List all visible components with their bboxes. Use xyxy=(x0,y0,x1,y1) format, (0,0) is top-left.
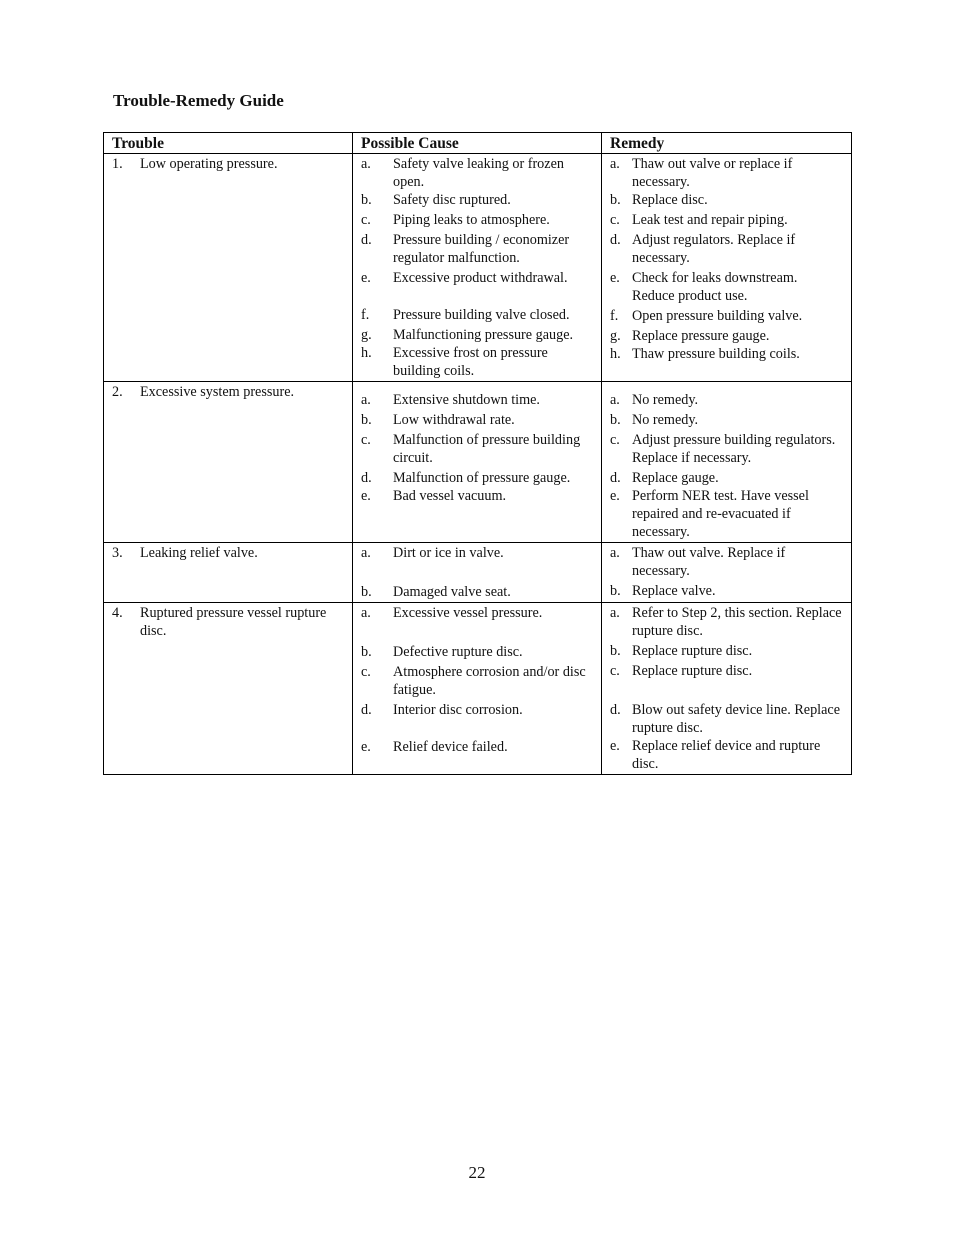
remedy-text: Replace rupture disc. xyxy=(632,663,753,679)
cause-text: Low withdrawal rate. xyxy=(393,412,515,428)
remedy-text: Replace relief device and rupture disc. xyxy=(632,738,821,772)
cause-label: d. xyxy=(361,702,372,718)
remedy-text: Replace disc. xyxy=(632,192,708,208)
remedy-label: a. xyxy=(610,605,620,621)
remedy-item xyxy=(610,487,843,541)
cause-label: e. xyxy=(361,488,371,504)
trouble-text: Ruptured pressure vessel rupture disc. xyxy=(140,605,327,639)
remedy-text: Blow out safety device line. Replace rupture disc. xyxy=(632,702,841,736)
cause-label: b. xyxy=(361,412,372,428)
remedy-item xyxy=(610,737,843,773)
cause-text: Safety valve leaking or frozen open. xyxy=(393,156,564,190)
remedy-item xyxy=(610,604,843,640)
cause-text: Malfunction of pressure gauge. xyxy=(393,470,571,486)
cause-label: a. xyxy=(361,605,371,621)
cause-item xyxy=(361,269,593,287)
trouble-text: Excessive system pressure. xyxy=(140,384,295,400)
cause-label: c. xyxy=(361,432,371,448)
cause-item xyxy=(361,306,593,324)
remedy-text: Adjust pressure building regulators. Replace if necessary. xyxy=(632,432,836,466)
cause-label: c. xyxy=(361,664,371,680)
remedy-label: c. xyxy=(610,432,620,448)
remedy-text: Leak test and repair piping. xyxy=(632,212,788,228)
cause-cell xyxy=(353,543,602,603)
remedy-label: g. xyxy=(610,328,621,344)
cause-item xyxy=(361,155,593,191)
remedy-label: h. xyxy=(610,346,621,362)
table-header-row xyxy=(104,133,852,154)
cause-label: e. xyxy=(361,739,371,755)
remedy-label: d. xyxy=(610,702,621,718)
cause-text: Piping leaks to atmosphere. xyxy=(393,212,550,228)
header-remedy: Remedy xyxy=(602,133,852,154)
cause-label: d. xyxy=(361,470,372,486)
cause-label: b. xyxy=(361,584,372,600)
remedy-item xyxy=(610,662,843,680)
trouble-item xyxy=(112,155,344,173)
remedy-label: e. xyxy=(610,488,620,504)
cause-item xyxy=(361,231,593,267)
remedy-label: d. xyxy=(610,232,621,248)
cause-label: f. xyxy=(361,307,370,323)
remedy-item xyxy=(610,345,843,363)
cause-item xyxy=(361,643,593,661)
remedy-item xyxy=(610,327,843,345)
trouble-number: 3. xyxy=(112,545,123,561)
remedy-text: Replace rupture disc. xyxy=(632,643,753,659)
cause-text: Defective rupture disc. xyxy=(393,644,523,660)
cause-text: Excessive product withdrawal. xyxy=(393,270,568,286)
trouble-cell xyxy=(104,382,353,543)
remedy-text: Replace gauge. xyxy=(632,470,719,486)
remedy-label: c. xyxy=(610,212,620,228)
cause-cell xyxy=(353,382,602,543)
cause-text: Excessive frost on pressure building coils. xyxy=(393,345,548,379)
remedy-text: Refer to Step 2, this section. Replace rupture disc. xyxy=(632,605,842,639)
trouble-cell xyxy=(104,543,353,603)
cause-label: c. xyxy=(361,212,371,228)
cause-text: Extensive shutdown time. xyxy=(393,392,540,408)
cause-label: a. xyxy=(361,392,371,408)
table-row xyxy=(104,543,852,603)
remedy-item xyxy=(610,469,843,487)
remedy-label: e. xyxy=(610,270,620,286)
header-trouble: Trouble xyxy=(104,133,353,154)
remedy-item xyxy=(610,155,843,191)
cause-item xyxy=(361,487,593,505)
trouble-number: 2. xyxy=(112,384,123,400)
cause-item xyxy=(361,738,593,756)
table-row xyxy=(104,603,852,775)
remedy-text: No remedy. xyxy=(632,412,699,428)
cause-text: Malfunction of pressure building circuit. xyxy=(393,432,581,466)
cause-label: h. xyxy=(361,345,372,361)
remedy-text: Thaw pressure building coils. xyxy=(632,346,800,362)
cause-item xyxy=(361,191,593,209)
trouble-cell xyxy=(104,603,353,775)
remedy-label: b. xyxy=(610,412,621,428)
cause-item xyxy=(361,391,593,409)
remedy-label: d. xyxy=(610,470,621,486)
cause-text: Interior disc corrosion. xyxy=(393,702,523,718)
cause-item xyxy=(361,344,593,380)
cause-label: g. xyxy=(361,327,372,343)
cause-cell xyxy=(353,603,602,775)
trouble-remedy-table xyxy=(103,132,852,775)
cause-label: e. xyxy=(361,270,371,286)
cause-label: b. xyxy=(361,644,372,660)
cause-item xyxy=(361,411,593,429)
trouble-item xyxy=(112,604,344,640)
trouble-item xyxy=(112,383,344,401)
cause-text: Pressure building / economizer regulator malfunction. xyxy=(393,232,570,266)
table-row xyxy=(104,382,852,543)
trouble-cell xyxy=(104,154,353,382)
page-number: 22 xyxy=(468,1163,486,1182)
remedy-item xyxy=(610,269,843,305)
remedy-label: c. xyxy=(610,663,620,679)
cause-text: Damaged valve seat. xyxy=(393,584,511,600)
remedy-text: Open pressure building valve. xyxy=(632,308,803,324)
remedy-item xyxy=(610,211,843,229)
remedy-label: b. xyxy=(610,583,621,599)
trouble-text: Low operating pressure. xyxy=(140,156,278,172)
remedy-cell xyxy=(602,154,852,382)
table-row xyxy=(104,154,852,382)
cause-item xyxy=(361,326,593,344)
remedy-label: a. xyxy=(610,156,620,172)
remedy-text: Perform NER test. Have vessel repaired and re-evacuated if necessary. xyxy=(632,488,809,540)
remedy-item xyxy=(610,307,843,325)
cause-label: d. xyxy=(361,232,372,248)
cause-text: Bad vessel vacuum. xyxy=(393,488,507,504)
cause-label: a. xyxy=(361,545,371,561)
remedy-cell xyxy=(602,543,852,603)
remedy-label: b. xyxy=(610,643,621,659)
cause-text: Dirt or ice in valve. xyxy=(393,545,504,561)
cause-text: Pressure building valve closed. xyxy=(393,307,570,323)
cause-text: Safety disc ruptured. xyxy=(393,192,511,208)
cause-text: Atmosphere corrosion and/or disc fatigue. xyxy=(393,664,586,698)
remedy-label: f. xyxy=(610,308,619,324)
remedy-item xyxy=(610,701,843,737)
trouble-item xyxy=(112,544,344,562)
remedy-text: Thaw out valve or replace if necessary. xyxy=(632,156,793,190)
remedy-text: Thaw out valve. Replace if necessary. xyxy=(632,545,786,579)
cause-label: a. xyxy=(361,156,371,172)
remedy-item xyxy=(610,191,843,209)
trouble-text: Leaking relief valve. xyxy=(140,545,258,561)
remedy-item xyxy=(610,582,843,600)
remedy-label: a. xyxy=(610,392,620,408)
remedy-text: Replace pressure gauge. xyxy=(632,328,770,344)
remedy-item xyxy=(610,544,843,580)
cause-item xyxy=(361,701,593,719)
remedy-text: No remedy. xyxy=(632,392,699,408)
remedy-text: Check for leaks downstream. Reduce product use. xyxy=(632,270,798,304)
cause-cell xyxy=(353,154,602,382)
cause-text: Excessive vessel pressure. xyxy=(393,605,543,621)
remedy-text: Replace valve. xyxy=(632,583,716,599)
remedy-item xyxy=(610,391,843,409)
page-title: Trouble-Remedy Guide xyxy=(113,91,284,110)
remedy-cell xyxy=(602,382,852,543)
remedy-item xyxy=(610,431,843,467)
remedy-cell xyxy=(602,603,852,775)
cause-item xyxy=(361,211,593,229)
cause-text: Relief device failed. xyxy=(393,739,508,755)
cause-item xyxy=(361,431,593,467)
remedy-label: a. xyxy=(610,545,620,561)
remedy-text: Adjust regulators. Replace if necessary. xyxy=(632,232,796,266)
trouble-number: 4. xyxy=(112,605,123,621)
trouble-number: 1. xyxy=(112,156,123,172)
cause-item xyxy=(361,604,593,622)
remedy-item xyxy=(610,642,843,660)
cause-item xyxy=(361,663,593,699)
cause-text: Malfunctioning pressure gauge. xyxy=(393,327,574,343)
remedy-item xyxy=(610,411,843,429)
cause-item xyxy=(361,544,593,562)
cause-item xyxy=(361,583,593,601)
remedy-label: b. xyxy=(610,192,621,208)
remedy-item xyxy=(610,231,843,267)
header-possible-cause: Possible Cause xyxy=(353,133,602,154)
cause-item xyxy=(361,469,593,487)
remedy-label: e. xyxy=(610,738,620,754)
cause-label: b. xyxy=(361,192,372,208)
